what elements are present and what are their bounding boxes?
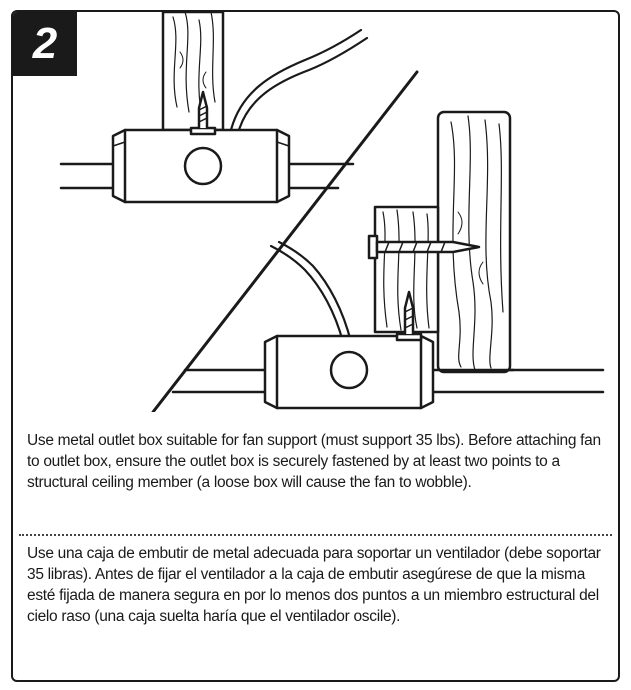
panel-joist-mount	[61, 12, 367, 202]
knockout-hole	[185, 148, 221, 184]
outlet-box	[113, 130, 289, 202]
instruction-text-english: Use metal outlet box suitable for fan support (must support 35 lbs). Before attaching fan to outlet box, ensure the outlet box is securely fastened by at least two points to a structural ceiling member (a loose box will cause the fan to wobble).	[27, 432, 601, 491]
joist	[163, 12, 223, 130]
step-number-badge: 2	[13, 12, 77, 76]
installation-illustration	[13, 12, 618, 412]
instruction-text-spanish: Use una caja de embutir de metal adecuada para soportar un ventilador (debe soportar 35 libras). Antes de fijar el ventilador a la caja de embutir asegúrese de que la misma esté fijada de manera segura en por lo menos dos puntos a un miembro estructural del cielo raso (una caja suelta haría que el ventilador oscile).	[27, 545, 601, 625]
outlet-box-lower	[265, 336, 433, 408]
wires	[231, 30, 361, 130]
knockout-hole-lower	[331, 352, 367, 388]
instruction-card	[11, 10, 620, 682]
language-divider	[19, 534, 612, 536]
